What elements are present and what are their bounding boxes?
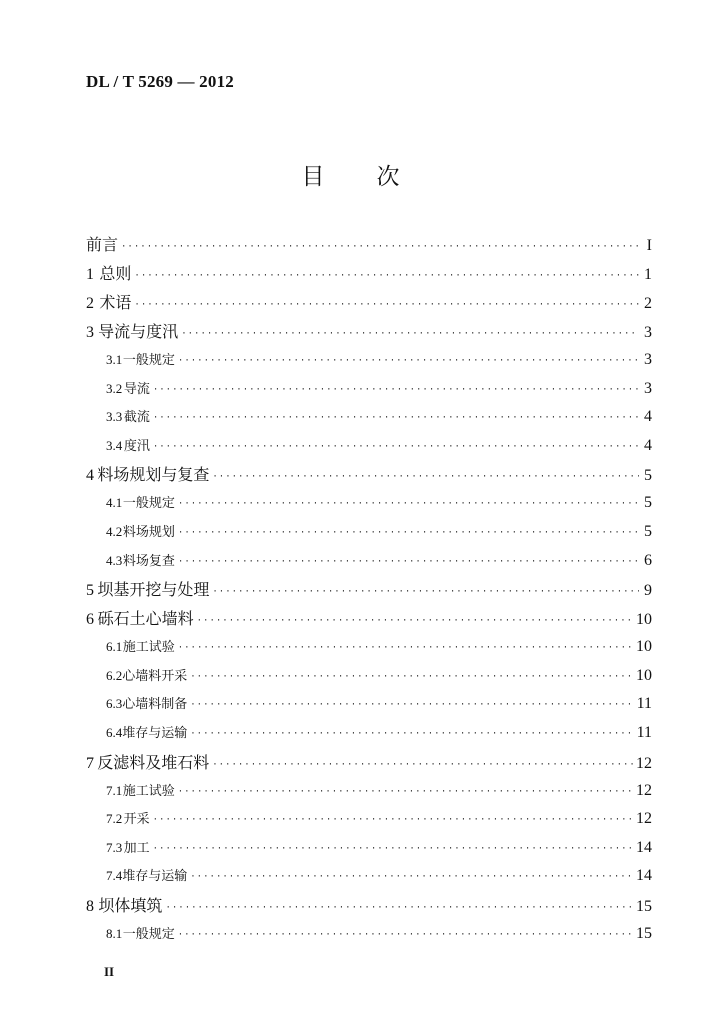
toc-section-row[interactable] [86,346,652,375]
toc-entry-page: 14 [636,838,652,856]
toc-section-row[interactable] [86,662,652,691]
toc-entry-title: 心墙料制备 [122,697,188,713]
toc-entry-number: 4.1 [106,495,123,511]
toc-entry-page: 15 [636,897,652,915]
toc-entry-number: 4.3 [106,552,123,568]
toc-chapter-row[interactable] [86,460,652,489]
toc-chapter-row[interactable] [86,748,652,777]
toc-section-row[interactable] [86,489,652,518]
toc-entry-page: 15 [636,924,652,942]
toc-entry-number: 7.2 [106,811,123,827]
toc-section-row[interactable] [86,432,652,461]
toc-entry-page: 4 [644,436,652,454]
dot-leader [178,778,633,807]
toc-entry-title: 前言 [86,235,119,254]
toc-entry-number: 8 [86,897,94,915]
toc-entry-page: 4 [644,408,652,426]
toc-entry-page: I [646,237,652,254]
toc-entry-title: 施工试验 [122,783,175,799]
dot-leader [212,463,639,492]
toc-entry-number: 6.2 [106,667,123,683]
toc-section-row[interactable] [86,633,652,662]
toc-entry-title: 心墙料开采 [122,668,188,684]
toc-entry-number: 7 [86,754,94,772]
toc-entry-title: 导流 [123,381,150,397]
toc-entry-number: 3.1 [106,352,123,367]
toc-title-part1: 目 [301,164,325,190]
dot-leader [178,347,639,376]
toc-section-row[interactable] [86,690,652,719]
dot-leader [197,607,633,636]
toc-chapter-row[interactable] [86,288,652,317]
dot-leader [134,291,639,320]
toc-entry-number: 6.1 [106,639,123,655]
toc-entry-title: 术语 [99,293,132,312]
toc-entry-number: 7.4 [106,868,123,884]
dot-leader [153,404,639,433]
toc-entry-page: 3 [644,379,652,397]
toc-entry-number: 4.2 [106,523,123,539]
toc-title [0,158,701,191]
dot-leader [178,490,639,519]
toc-entry-number: 3.3 [106,409,123,425]
toc-entry-title: 堆存与运输 [122,725,188,741]
toc-section-row[interactable] [86,834,652,863]
toc-entry-title: 一般规定 [122,353,175,368]
toc-entry-title: 反滤料及堆石料 [97,752,210,772]
toc-section-row[interactable] [86,920,652,949]
toc-entry-number: 3 [86,324,94,341]
toc-section-row[interactable] [86,805,652,834]
dot-leader [178,921,633,950]
dot-leader [153,376,639,405]
toc-chapter-row[interactable] [86,317,652,346]
toc-entry-page: 11 [636,723,652,741]
toc-section-row[interactable] [86,777,652,806]
toc-entry-number: 8.1 [106,925,123,941]
dot-leader [178,548,639,577]
toc-entry-page: 2 [644,295,652,312]
toc-entry-title: 坝体填筑 [98,895,163,915]
toc-entry-title: 总则 [99,264,132,283]
toc-entry-number: 5 [86,582,94,600]
toc-section-row[interactable] [86,403,652,432]
toc-entry-page: 3 [644,351,652,368]
toc-entry-title: 导流与度汛 [98,322,179,341]
toc-entry-page: 12 [636,754,652,772]
toc-entry-page: 10 [636,611,652,629]
toc-entry-number: 1 [86,266,94,283]
toc-section-row[interactable] [86,518,652,547]
dot-leader [153,433,639,462]
toc-chapter-row[interactable] [86,259,652,288]
toc-entry-page: 5 [644,494,652,512]
dot-leader [178,634,633,663]
toc-entry-title: 加工 [123,840,150,856]
toc-entry-title: 砾石土心墙料 [97,609,194,629]
toc-entry-title: 料场规划与复查 [97,465,210,485]
dot-leader [181,320,639,349]
toc-entry-page: 12 [636,781,652,799]
toc-chapter-row[interactable] [86,575,652,604]
toc-entry-page: 12 [636,810,652,828]
dot-leader [212,751,633,780]
dot-leader [190,663,633,692]
toc-entry-title: 一般规定 [122,926,175,942]
toc-entry-page: 11 [636,695,652,713]
document-code: DL / T 5269 — 2012 [86,72,234,91]
toc-chapter-row[interactable] [86,891,652,920]
toc-entry-title: 一般规定 [122,496,175,512]
footer-page-number: II [104,964,115,979]
toc-chapter-row[interactable] [86,604,652,633]
toc-entry-number: 3.4 [106,437,123,453]
dot-leader [190,691,633,720]
toc-section-row[interactable] [86,547,652,576]
dot-leader [165,894,633,923]
toc-entry-page: 10 [636,666,652,684]
toc-entry-title: 截流 [123,410,150,426]
toc-entry-number: 3.2 [106,380,123,396]
dot-leader [212,578,639,607]
table-of-contents [86,230,652,949]
toc-entry-page: 5 [644,522,652,540]
toc-entry-page: 1 [644,266,652,283]
dot-leader [190,720,633,749]
toc-entry-number: 6.4 [106,724,123,740]
toc-entry-number: 2 [86,295,94,312]
toc-entry-page: 6 [644,551,652,569]
toc-entry-title: 堆存与运输 [122,869,188,885]
toc-chapter-row[interactable] [86,230,652,259]
toc-entry-title: 度汛 [123,438,150,454]
dot-leader [134,262,639,291]
toc-entry-number: 7.3 [106,839,123,855]
toc-entry-page: 10 [636,638,652,656]
toc-entry-page: 3 [644,324,652,341]
dot-leader [153,835,633,864]
toc-entry-page: 14 [636,867,652,885]
toc-entry-title: 坝基开挖与处理 [97,580,210,600]
toc-entry-number: 6.3 [106,696,123,712]
toc-entry-title: 施工试验 [122,640,175,656]
toc-entry-page: 5 [644,467,652,485]
toc-section-row[interactable] [86,719,652,748]
dot-leader [190,863,633,892]
dot-leader [178,519,639,548]
toc-section-row[interactable] [86,375,652,404]
toc-entry-number: 6 [86,611,94,629]
toc-title-part2: 次 [376,164,400,190]
dot-leader [121,233,639,262]
toc-entry-title: 料场复查 [122,553,175,569]
toc-entry-title: 料场规划 [122,524,175,540]
dot-leader [153,806,633,835]
toc-entry-number: 4 [86,467,94,485]
toc-entry-page: 9 [644,582,652,600]
toc-entry-title: 开采 [123,812,150,828]
toc-section-row[interactable] [86,862,652,891]
toc-entry-number: 7.1 [106,782,123,798]
